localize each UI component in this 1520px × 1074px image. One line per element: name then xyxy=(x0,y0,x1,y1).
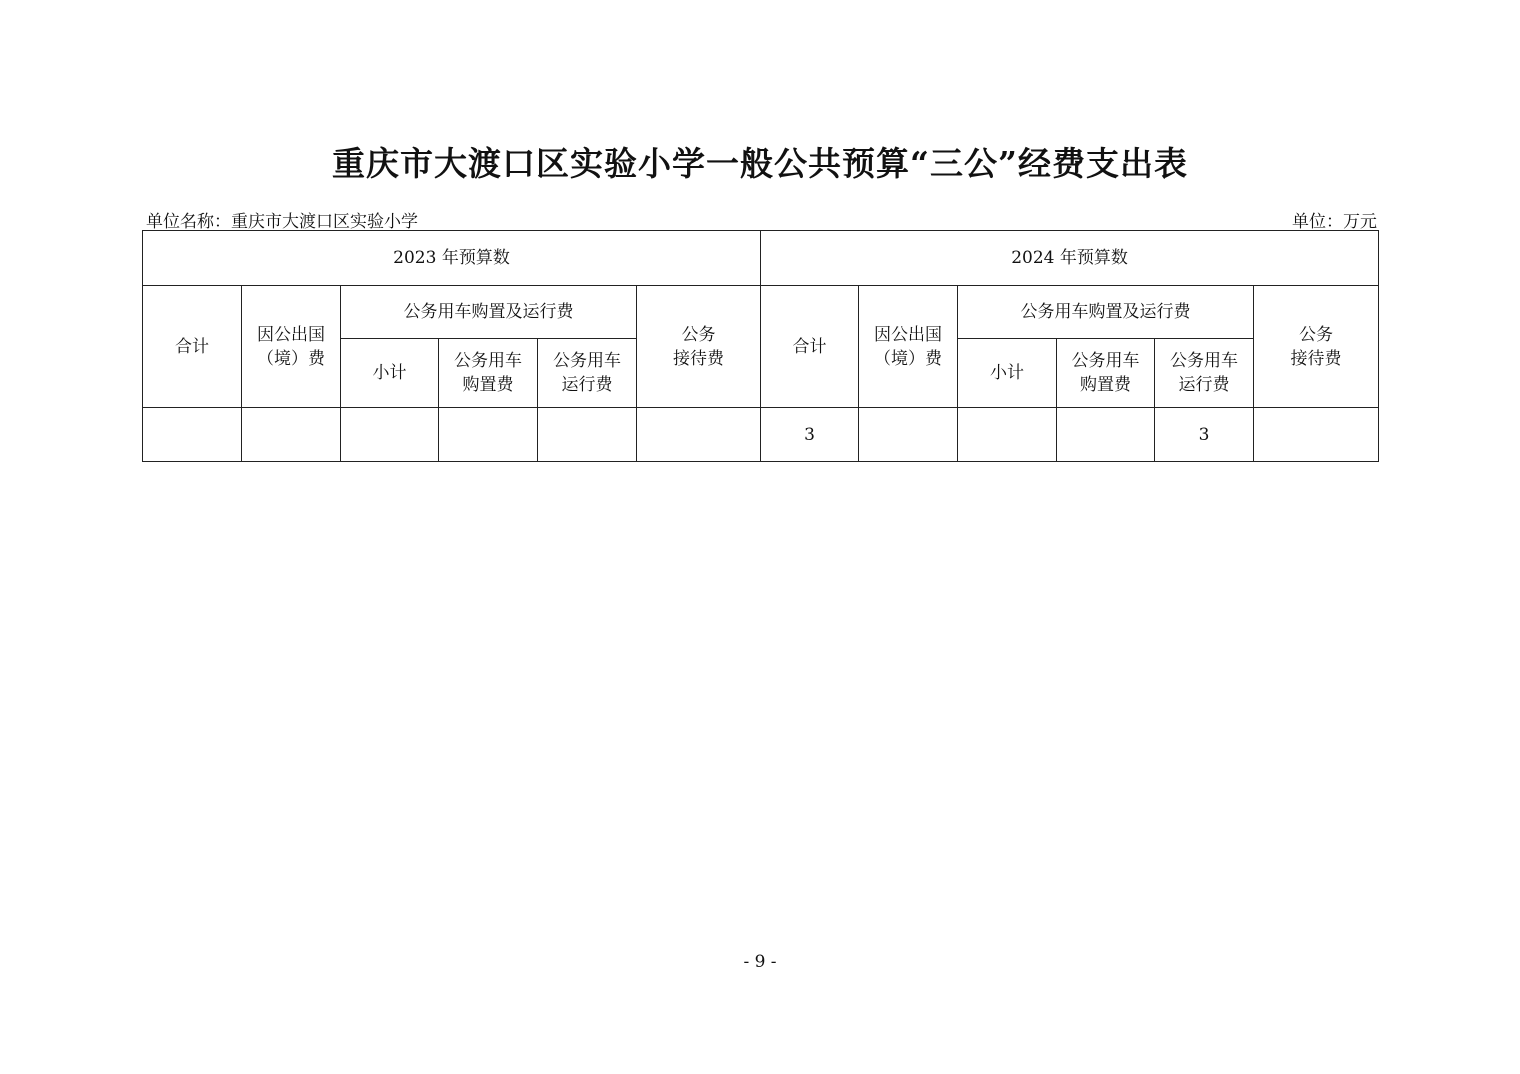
header-total-2023: 合计 xyxy=(143,286,242,408)
header-abroad-line2: （境）费 xyxy=(257,348,325,369)
year-2024-header: 2024 年预算数 xyxy=(761,231,1379,286)
cell-2023-operation xyxy=(538,408,637,462)
header-purchase-line1: 公务用车 xyxy=(1071,351,1140,371)
cell-2024-total: 3 xyxy=(761,408,859,462)
cell-2024-abroad xyxy=(859,408,958,462)
header-operation-2024 xyxy=(1155,339,1254,408)
year-header-row xyxy=(143,231,1379,286)
cell-2023-purchase xyxy=(439,408,538,462)
header-purchase-2023 xyxy=(439,339,538,408)
unit-label: 单位：万元 xyxy=(1292,212,1377,232)
cell-2024-operation: 3 xyxy=(1155,408,1254,462)
unit-name-label: 单位名称：重庆市大渡口区实验小学 xyxy=(146,212,418,232)
header-abroad-2023 xyxy=(242,286,341,408)
header-operation-line2: 运行费 xyxy=(561,375,613,395)
column-header-row xyxy=(143,286,1379,339)
header-reception-line1: 公务 xyxy=(681,324,716,345)
header-abroad-line1: 因公出国 xyxy=(257,324,325,345)
header-purchase-line2: 购置费 xyxy=(1080,375,1132,395)
header-abroad-line1: 因公出国 xyxy=(874,324,943,345)
header-operation-line1: 公务用车 xyxy=(1170,351,1239,371)
table-row xyxy=(143,408,1379,462)
cell-2024-subtotal xyxy=(958,408,1057,462)
year-2023-header: 2023 年预算数 xyxy=(143,231,761,286)
cell-2023-subtotal xyxy=(341,408,439,462)
header-subtotal-2023: 小计 xyxy=(341,339,439,408)
header-vehicle-group-2024: 公务用车购置及运行费 xyxy=(958,286,1254,339)
header-abroad-2024 xyxy=(859,286,958,408)
header-abroad-line2: （境）费 xyxy=(874,348,943,369)
header-vehicle-group-2023: 公务用车购置及运行费 xyxy=(341,286,637,339)
cell-2024-purchase xyxy=(1057,408,1155,462)
cell-2023-abroad xyxy=(242,408,341,462)
page-number: - 9 - xyxy=(743,952,777,972)
cell-2023-reception xyxy=(637,408,761,462)
header-purchase-line2: 购置费 xyxy=(462,375,514,395)
header-reception-2024 xyxy=(1254,286,1379,408)
three-public-expense-table xyxy=(142,230,1379,462)
cell-2023-total xyxy=(143,408,242,462)
header-reception-line2: 接待费 xyxy=(1290,348,1342,369)
page-title: 重庆市大渡口区实验小学一般公共预算“三公”经费支出表 xyxy=(332,144,1188,183)
header-reception-line1: 公务 xyxy=(1299,324,1334,345)
header-operation-line2: 运行费 xyxy=(1178,375,1230,395)
header-total-2024: 合计 xyxy=(761,286,859,408)
header-operation-2023 xyxy=(538,339,637,408)
header-purchase-line1: 公务用车 xyxy=(454,351,522,371)
header-operation-line1: 公务用车 xyxy=(553,351,621,371)
header-reception-line2: 接待费 xyxy=(673,348,724,369)
header-subtotal-2024: 小计 xyxy=(958,339,1057,408)
cell-2024-reception xyxy=(1254,408,1379,462)
header-reception-2023 xyxy=(637,286,761,408)
header-purchase-2024 xyxy=(1057,339,1155,408)
